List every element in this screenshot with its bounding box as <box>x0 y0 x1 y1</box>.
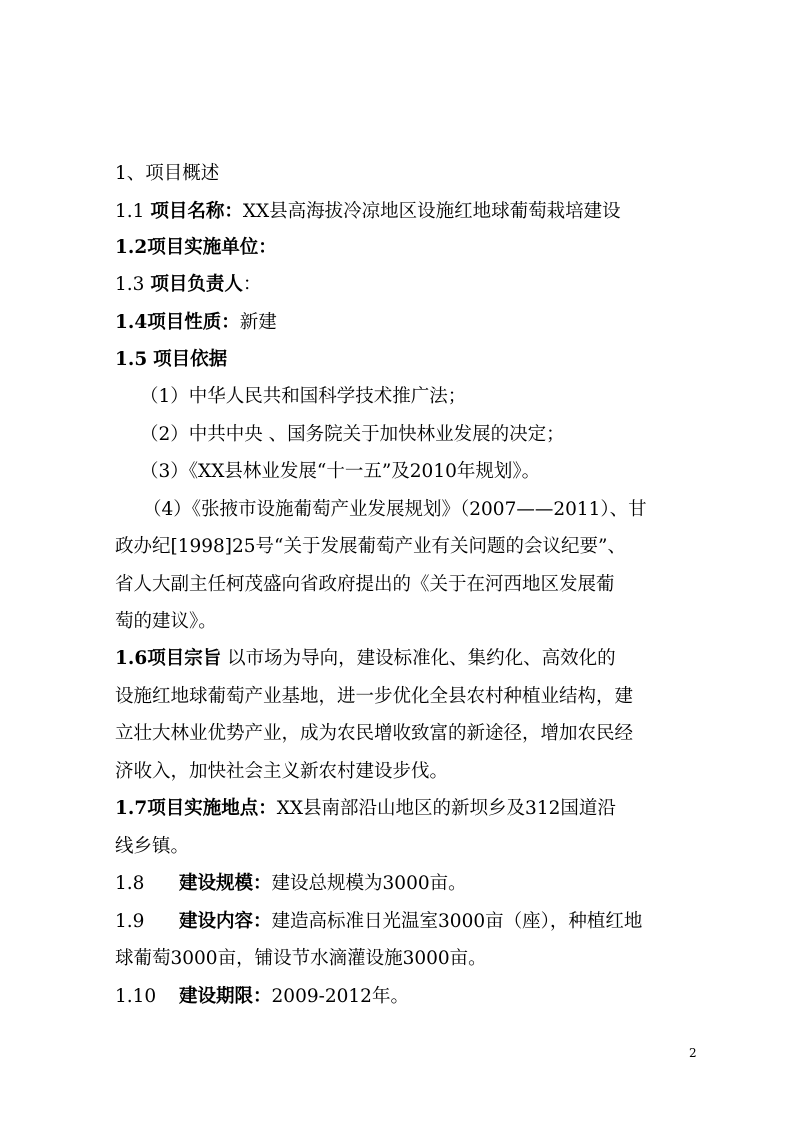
section-1-10 <box>115 986 409 1008</box>
section-1-8 <box>115 873 467 895</box>
field-label: 项目依据 <box>153 349 228 370</box>
field-separator: ： <box>221 312 240 333</box>
section-1-3 <box>115 274 261 296</box>
field-label: 项目实施单位 <box>147 237 259 258</box>
field-separator: ： <box>253 873 272 894</box>
section-1-5 <box>115 349 227 371</box>
basis-item-4-line-4: 萄的建议》。 <box>115 611 217 632</box>
section-number: 1.4 <box>115 312 148 333</box>
basis-item-2: （2）中共中央 、国务院关于加快林业发展的决定； <box>140 424 565 445</box>
field-label: 建设规模 <box>179 873 254 894</box>
field-label: 项目宗旨 <box>147 648 222 669</box>
field-value: 建造高标准日光温室3000亩（座），种植红地 <box>271 911 643 932</box>
field-value: 2009-2012年。 <box>271 986 409 1007</box>
section-1-4 <box>115 312 277 334</box>
basis-item-4-line-1: （4）《张掖市设施葡萄产业发展规划》（2007——2011）、甘 <box>143 499 647 520</box>
field-separator: ： <box>224 201 243 222</box>
basis-item-4-line-3: 省人大副主任柯茂盛向省政府提出的《关于在河西地区发展葡 <box>115 574 615 595</box>
purpose-line-2: 设施红地球葡萄产业基地，进一步优化全县农村种植业结构，建 <box>115 686 634 707</box>
field-separator: ： <box>242 274 262 295</box>
field-value: 以市场为导向，建设标准化、集约化、高效化的 <box>227 648 616 669</box>
field-label: 建设内容 <box>179 911 254 932</box>
section-1-1 <box>115 201 621 223</box>
section-1-7 <box>115 798 616 820</box>
basis-item-1: （1）中华人民共和国科学技术推广法； <box>140 386 467 407</box>
field-separator: ： <box>253 911 272 932</box>
field-label: 项目实施地点 <box>147 798 259 819</box>
field-separator: ： <box>253 986 272 1007</box>
field-label: 项目名称 <box>150 201 225 222</box>
section-1-9 <box>115 911 642 933</box>
section-1-2 <box>115 237 277 259</box>
section-heading: 1、项目概述 <box>115 163 220 184</box>
purpose-line-4: 济收入，加快社会主义新农村建设步伐。 <box>115 761 449 782</box>
page-number: 2 <box>689 1046 697 1060</box>
field-label: 项目性质 <box>147 312 222 333</box>
section-number: 1.1 <box>115 201 145 222</box>
field-value: XX县高海拔冷凉地区设施红地球葡萄栽培建设 <box>242 201 621 222</box>
purpose-line-3: 立壮大林业优势产业，成为农民增收致富的新途径，增加农民经 <box>115 723 634 744</box>
section-number: 1.2 <box>115 237 148 258</box>
field-separator: ： <box>258 237 277 258</box>
section-number: 1.5 <box>115 349 148 370</box>
section-number: 1.6 <box>115 648 148 669</box>
field-value: 新建 <box>239 312 277 333</box>
section-number: 1.7 <box>115 798 148 819</box>
section-number: 1.8 <box>115 873 145 894</box>
field-label: 项目负责人 <box>150 274 243 295</box>
section-number: 1.3 <box>115 274 145 295</box>
field-separator: ： <box>258 798 277 819</box>
section-1-6 <box>115 648 616 670</box>
field-label: 建设期限 <box>179 986 254 1007</box>
basis-item-4-line-2: 政办纪[1998]25号“关于发展葡萄产业有关问题的会议纪要”、 <box>115 536 626 557</box>
field-value: XX县南部沿山地区的新坝乡及312国道沿 <box>276 798 616 819</box>
section-number: 1.10 <box>115 986 157 1007</box>
section-number: 1.9 <box>115 911 145 932</box>
basis-item-3: （3）《XX县林业发展“十一五”及2010年规划》。 <box>140 461 541 482</box>
content-line-2: 球葡萄3000亩，铺设节水滴灌设施3000亩。 <box>115 948 487 969</box>
location-line-2: 线乡镇。 <box>115 836 190 857</box>
field-value: 建设总规模为3000亩。 <box>271 873 467 894</box>
